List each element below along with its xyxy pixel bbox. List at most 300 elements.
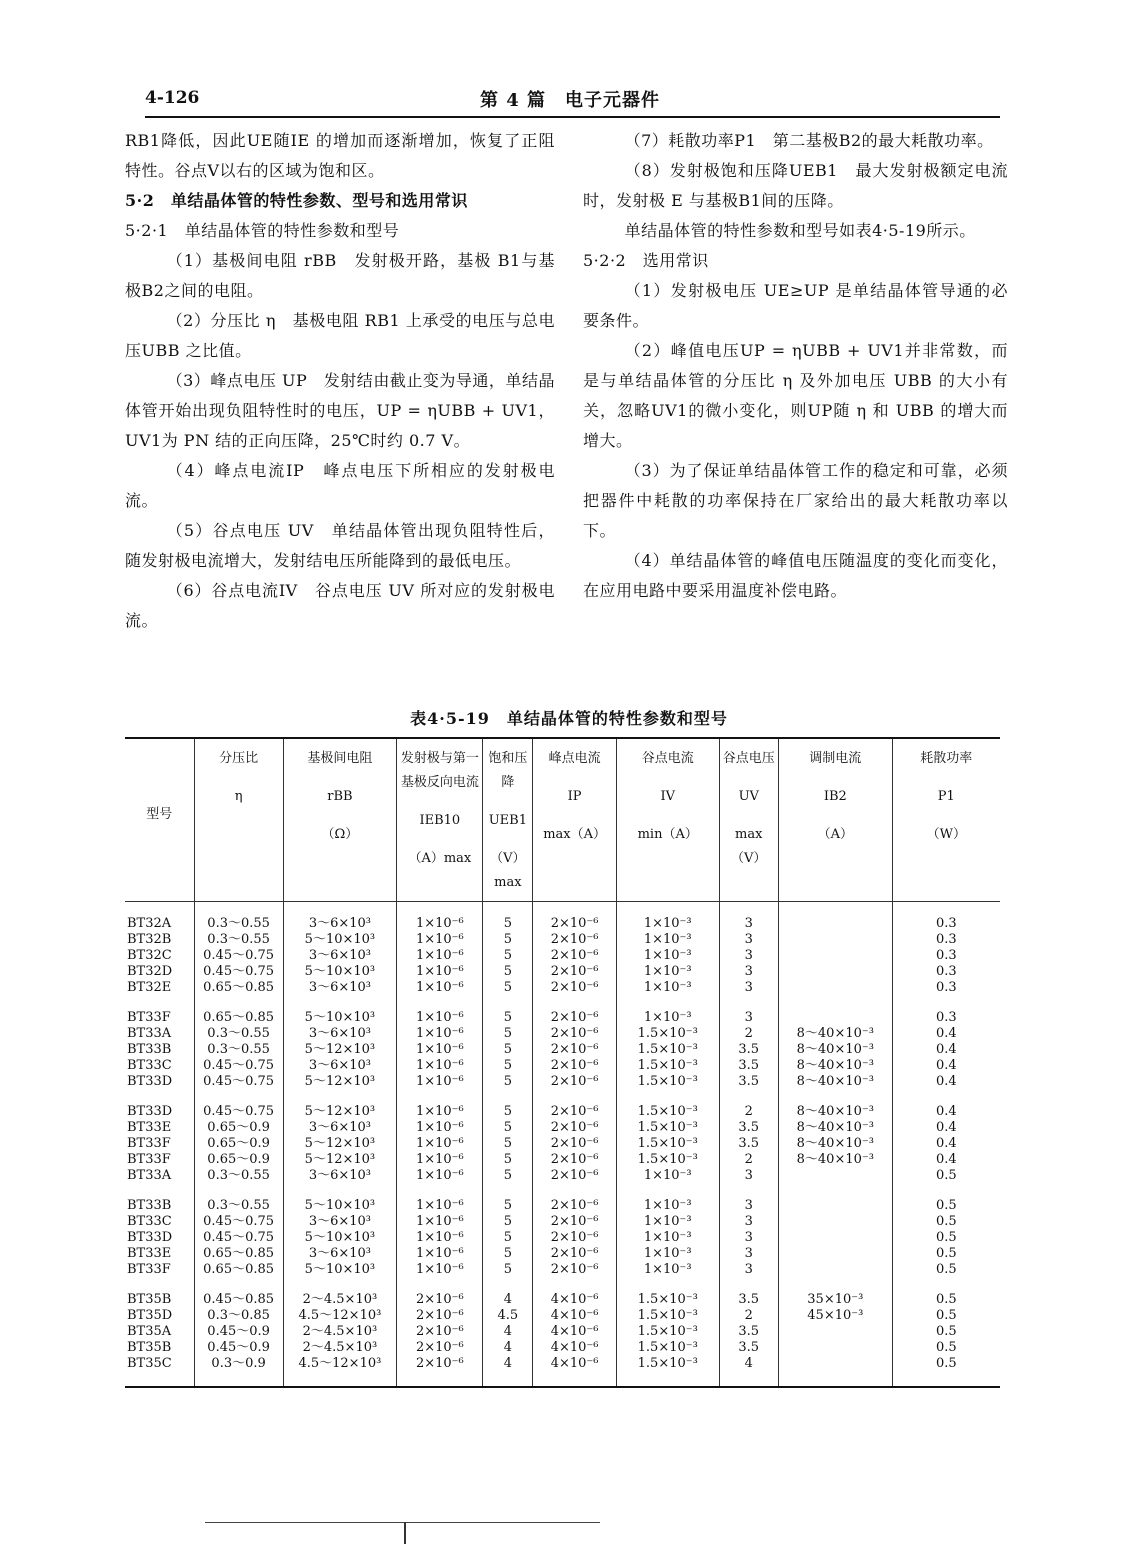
table-cell: 5～12×10³ (283, 1042, 397, 1058)
column-header-name: 谷点电压 (722, 751, 775, 766)
paragraph: （1）基极间电阻 rBB 发射极开路，基极 B1与基极B2之间的电阻。 (125, 251, 555, 300)
table-cell: 0.3～0.55 (194, 932, 283, 948)
column-header-unit: （V）max (490, 851, 526, 890)
paragraph: （3）为了保证单结晶体管工作的稳定和可靠，必须把器件中耗散的功率保持在厂家给出的最大耗散功率以下。 (583, 461, 1008, 540)
table-cell: 0.4 (892, 1120, 1000, 1136)
table-cell: 4×10⁻⁶ (533, 1324, 617, 1340)
table-cell: 0.3～0.9 (194, 1356, 283, 1372)
table-cell: 0.5 (892, 1356, 1000, 1372)
table-cell: 5～10×10³ (283, 1010, 397, 1026)
table-cell: 0.5 (892, 1292, 1000, 1308)
table-cell: 0.65～0.85 (194, 980, 283, 996)
paragraph: （6）谷点电流IV 谷点电压 UV 所对应的发射极电流。 (125, 581, 555, 630)
table-cell: 5 (483, 1198, 533, 1214)
table-cell: 2×10⁻⁶ (533, 1026, 617, 1042)
table-cell: 3 (719, 948, 779, 964)
table-cell: 8～40×10⁻³ (779, 1026, 893, 1042)
paragraph: （7）耗散功率P1 第二基极B2的最大耗散功率。 (624, 131, 994, 150)
column-header (892, 738, 1000, 902)
table-cell: 8～40×10⁻³ (779, 1136, 893, 1152)
column-header (719, 738, 779, 902)
table-cell: 1×10⁻³ (616, 948, 719, 964)
column-header-unit: （W） (926, 827, 966, 842)
table-cell: 0.4 (892, 1042, 1000, 1058)
table-cell: 2 (719, 1104, 779, 1120)
group-spacer (125, 902, 1000, 917)
group-spacer (125, 1372, 1000, 1387)
table-cell: 3.5 (719, 1058, 779, 1074)
table-cell: 2×10⁻⁶ (533, 1136, 617, 1152)
table-cell: 5 (483, 1168, 533, 1184)
table-cell: 0.3～0.55 (194, 1026, 283, 1042)
table-cell: BT35D (127, 1308, 173, 1323)
paragraph: （8）发射极饱和压降UEB1 最大发射极额定电流时，发射极 E 与基极B1间的压降。 (583, 161, 1008, 210)
table-cell: 4×10⁻⁶ (533, 1308, 617, 1324)
table-cell: BT33F (127, 1010, 171, 1025)
table-cell: 0.4 (892, 1104, 1000, 1120)
table-cell: 1×10⁻³ (616, 1198, 719, 1214)
column-header-symbol: P1 (937, 789, 955, 804)
table-cell: 1×10⁻⁶ (397, 1042, 483, 1058)
table-row (125, 1168, 1000, 1184)
table-row (125, 964, 1000, 980)
table-cell: 4.5 (483, 1308, 533, 1324)
right-column (583, 126, 1008, 606)
table-row (125, 1292, 1000, 1308)
table-cell: 3 (719, 1246, 779, 1262)
table-cell: 1×10⁻⁶ (397, 916, 483, 932)
column-header-name: 基极间电阻 (307, 751, 373, 766)
column-header-name: 饱和压降 (488, 751, 528, 790)
table-cell: 5 (483, 1104, 533, 1120)
table-cell: BT32A (127, 916, 172, 931)
table-cell: 0.45～0.75 (194, 948, 283, 964)
table-cell: 1.5×10⁻³ (616, 1042, 719, 1058)
paragraph: （2）分压比 η 基极电阻 RB1 上承受的电压与总电压UBB 之比值。 (125, 311, 555, 360)
table-cell: 3～6×10³ (283, 948, 397, 964)
table-cell: 5 (483, 1058, 533, 1074)
table-cell: 5～10×10³ (283, 964, 397, 980)
table-cell: 5～10×10³ (283, 1230, 397, 1246)
table-cell: 0.65～0.9 (194, 1136, 283, 1152)
table-cell: 1×10⁻³ (616, 1168, 719, 1184)
table-cell: 3.5 (719, 1120, 779, 1136)
table-cell: 2×10⁻⁶ (533, 980, 617, 996)
table-cell: 2×10⁻⁶ (533, 1168, 617, 1184)
table-cell: 3～6×10³ (283, 916, 397, 932)
bottom-tick (404, 1522, 406, 1544)
table-cell: 1.5×10⁻³ (616, 1074, 719, 1090)
table-cell: 8～40×10⁻³ (779, 1058, 893, 1074)
table-cell: 0.45～0.75 (194, 1104, 283, 1120)
paragraph: （3）峰点电压 UP 发射结由截止变为导通，单结晶体管开始出现负阻特性时的电压，UP = ηUBB + UV1，UV1为 PN 结的正向压降，25℃时约 0.7 V。 (125, 371, 555, 450)
table-cell: 0.5 (892, 1246, 1000, 1262)
table-cell: 4×10⁻⁶ (533, 1292, 617, 1308)
table-cell: 1.5×10⁻³ (616, 1308, 719, 1324)
table-cell: 2×10⁻⁶ (533, 1230, 617, 1246)
table-cell (779, 1198, 893, 1214)
table-cell (779, 1324, 893, 1340)
column-header-symbol: rBB (327, 789, 353, 804)
paragraph: 5·2·2 选用常识 (583, 251, 709, 270)
column-header-name: 分压比 (219, 751, 259, 766)
left-column (125, 126, 555, 636)
paragraph: （2）峰值电压UP = ηUBB + UV1并非常数，而是与单结晶体管的分压比 η 及外加电压 UBB 的大小有关，忽略UV1的微小变化，则UP随 η 和 UBB 的增大而增大。 (583, 341, 1008, 450)
table-cell: 2×10⁻⁶ (533, 1152, 617, 1168)
table-row (125, 916, 1000, 932)
table-cell: 5～12×10³ (283, 1074, 397, 1090)
table-cell: 5～10×10³ (283, 1262, 397, 1278)
table-cell: 3.5 (719, 1292, 779, 1308)
table-cell: 0.65～0.9 (194, 1120, 283, 1136)
table-cell: 4×10⁻⁶ (533, 1340, 617, 1356)
table-cell: 5～12×10³ (283, 1104, 397, 1120)
table-cell: 2～4.5×10³ (283, 1340, 397, 1356)
table-cell (779, 948, 893, 964)
column-header-name: 峰点电流 (548, 751, 601, 766)
table-cell: 2×10⁻⁶ (397, 1324, 483, 1340)
table-cell: 1×10⁻³ (616, 1262, 719, 1278)
table-cell: 1×10⁻⁶ (397, 1262, 483, 1278)
table-cell: 2×10⁻⁶ (533, 1104, 617, 1120)
table-cell: 5 (483, 1214, 533, 1230)
table-cell: 2×10⁻⁶ (397, 1340, 483, 1356)
column-header-symbol: UV (738, 789, 759, 804)
table-cell: 0.5 (892, 1214, 1000, 1230)
table-cell: 0.5 (892, 1262, 1000, 1278)
table-cell: 0.5 (892, 1230, 1000, 1246)
table-body (125, 902, 1000, 1388)
table-cell: 0.4 (892, 1058, 1000, 1074)
table-cell (779, 1340, 893, 1356)
column-header-unit: max（A） (543, 827, 607, 842)
table-cell: 5 (483, 1152, 533, 1168)
column-header-symbol: IV (660, 789, 675, 804)
table-cell: 1.5×10⁻³ (616, 1058, 719, 1074)
table-cell: BT33C (127, 1214, 172, 1229)
table-cell: 0.45～0.75 (194, 1058, 283, 1074)
table-cell: 1×10⁻³ (616, 1230, 719, 1246)
table-cell: 0.4 (892, 1074, 1000, 1090)
table-cell (779, 1230, 893, 1246)
table-cell: 0.45～0.75 (194, 964, 283, 980)
table-cell: 1×10⁻⁶ (397, 1136, 483, 1152)
table-cell: BT35C (127, 1356, 172, 1371)
table-row (125, 1042, 1000, 1058)
table-cell: 2×10⁻⁶ (533, 932, 617, 948)
table-cell: BT32C (127, 948, 172, 963)
table-cell: BT32D (127, 964, 173, 979)
table-cell: 2～4.5×10³ (283, 1324, 397, 1340)
table-cell: 0.3～0.55 (194, 1042, 283, 1058)
table-row (125, 1152, 1000, 1168)
table-cell: BT33B (127, 1042, 172, 1057)
column-header-name: 谷点电流 (641, 751, 694, 766)
table-cell: 4.5～12×10³ (283, 1308, 397, 1324)
table-cell: 1×10⁻⁶ (397, 932, 483, 948)
table-cell: 3～6×10³ (283, 1246, 397, 1262)
paragraph: （4）峰点电流IP 峰点电压下所相应的发射极电流。 (125, 461, 555, 510)
paragraph: （5）谷点电压 UV 单结晶体管出现负阻特性后，随发射极电流增大，发射结电压所能降到的最低电压。 (125, 521, 555, 570)
table-cell: 2×10⁻⁶ (533, 948, 617, 964)
table-cell: 1×10⁻⁶ (397, 1198, 483, 1214)
table-row (125, 1198, 1000, 1214)
column-header-unit: （Ω） (321, 827, 359, 842)
table-cell (779, 980, 893, 996)
column-header-symbol: η (234, 789, 243, 804)
table-cell: 5 (483, 916, 533, 932)
table-cell: 5～10×10³ (283, 1198, 397, 1214)
column-header (125, 738, 194, 902)
column-header-name: 发射极与第一基极反向电流 (400, 751, 479, 790)
table-cell: 1.5×10⁻³ (616, 1136, 719, 1152)
table-cell: 1×10⁻⁶ (397, 1010, 483, 1026)
table-row (125, 1058, 1000, 1074)
table-cell: 4 (483, 1292, 533, 1308)
table-cell: 0.3 (892, 948, 1000, 964)
table-cell: 2×10⁻⁶ (533, 1246, 617, 1262)
spec-table (125, 737, 1000, 1388)
table-cell: BT33F (127, 1262, 171, 1277)
table-cell: BT33D (127, 1104, 173, 1119)
table-row (125, 1308, 1000, 1324)
table-cell: 2×10⁻⁶ (533, 916, 617, 932)
table-cell: BT33A (127, 1026, 172, 1041)
table-cell: 0.5 (892, 1168, 1000, 1184)
column-header-name: 型号 (146, 807, 173, 822)
table-cell: 1×10⁻³ (616, 932, 719, 948)
table-cell: 5 (483, 1230, 533, 1246)
group-spacer (125, 1278, 1000, 1292)
page-header (145, 86, 1000, 118)
table-cell: 1×10⁻⁶ (397, 1214, 483, 1230)
table-cell: 1×10⁻⁶ (397, 1246, 483, 1262)
table-cell: 2×10⁻⁶ (397, 1356, 483, 1372)
page-number: 4-126 (145, 88, 200, 108)
paragraph: RB1降低，因此UE随IE 的增加而逐渐增加，恢复了正阻特性。谷点V以右的区域为饱和区。 (125, 131, 555, 180)
table-cell: 3 (719, 1168, 779, 1184)
table-cell: 3.5 (719, 1324, 779, 1340)
table-cell: 0.65～0.9 (194, 1152, 283, 1168)
table-cell: 0.3～0.55 (194, 1198, 283, 1214)
table-cell: 4 (483, 1356, 533, 1372)
table-cell: 1×10⁻⁶ (397, 1168, 483, 1184)
column-header-name: 耗散功率 (920, 751, 973, 766)
table-cell: 0.45～0.75 (194, 1214, 283, 1230)
table-cell: 8～40×10⁻³ (779, 1104, 893, 1120)
table-row (125, 1026, 1000, 1042)
table-cell: 1×10⁻⁶ (397, 1152, 483, 1168)
table-cell: 1.5×10⁻³ (616, 1324, 719, 1340)
table-cell: 2×10⁻⁶ (533, 964, 617, 980)
table-cell: 0.3～0.55 (194, 1168, 283, 1184)
table-cell: 3.5 (719, 1136, 779, 1152)
table-cell: 1×10⁻⁶ (397, 1230, 483, 1246)
table-cell: 1×10⁻⁶ (397, 980, 483, 996)
table-cell: 5 (483, 980, 533, 996)
table-cell: 2×10⁻⁶ (397, 1308, 483, 1324)
table-cell: 3 (719, 1198, 779, 1214)
table-row (125, 1262, 1000, 1278)
column-header-unit: （A） (817, 827, 853, 842)
table-cell (779, 916, 893, 932)
table-cell: 1.5×10⁻³ (616, 1104, 719, 1120)
table-cell: 3.5 (719, 1074, 779, 1090)
table-cell: 5～12×10³ (283, 1152, 397, 1168)
table-row (125, 948, 1000, 964)
table-cell (779, 1010, 893, 1026)
table-cell: 8～40×10⁻³ (779, 1042, 893, 1058)
table-cell: BT33F (127, 1136, 171, 1151)
table-cell: 1×10⁻⁶ (397, 1120, 483, 1136)
table-cell: 1.5×10⁻³ (616, 1340, 719, 1356)
table-cell: 2 (719, 1152, 779, 1168)
table-cell: 1×10⁻⁶ (397, 948, 483, 964)
column-header-name: 调制电流 (809, 751, 862, 766)
table-cell: 2×10⁻⁶ (533, 1042, 617, 1058)
column-header (533, 738, 617, 902)
table-cell: 8～40×10⁻³ (779, 1152, 893, 1168)
table-cell: 35×10⁻³ (779, 1292, 893, 1308)
table-cell: 1×10⁻⁶ (397, 1104, 483, 1120)
table-row (125, 1324, 1000, 1340)
table-cell: 3～6×10³ (283, 1058, 397, 1074)
table-cell: 1×10⁻³ (616, 1214, 719, 1230)
table-cell: 3～6×10³ (283, 1026, 397, 1042)
table-row (125, 1136, 1000, 1152)
table-cell: BT35B (127, 1292, 172, 1307)
table-row (125, 1214, 1000, 1230)
column-header-unit: min（A） (637, 827, 698, 842)
column-header-symbol: UEB1 (488, 813, 527, 828)
table-cell: 1×10⁻³ (616, 1246, 719, 1262)
table-cell: 1.5×10⁻³ (616, 1026, 719, 1042)
table-header-row (125, 738, 1000, 902)
table-cell: 4×10⁻⁶ (533, 1356, 617, 1372)
table-cell: 5～10×10³ (283, 932, 397, 948)
table-cell (779, 1356, 893, 1372)
table-row (125, 1246, 1000, 1262)
table-row (125, 1074, 1000, 1090)
table-cell: BT33B (127, 1198, 172, 1213)
table-cell: 1×10⁻³ (616, 980, 719, 996)
table-cell: 5 (483, 1136, 533, 1152)
table-row (125, 980, 1000, 996)
table-cell: 1×10⁻⁶ (397, 1058, 483, 1074)
table-cell: 2 (719, 1026, 779, 1042)
table-cell: 5 (483, 932, 533, 948)
table-cell: 0.65～0.85 (194, 1246, 283, 1262)
table-cell: 5～12×10³ (283, 1136, 397, 1152)
table-cell: 3.5 (719, 1042, 779, 1058)
group-spacer (125, 1090, 1000, 1104)
table-cell: 3 (719, 964, 779, 980)
table-cell: 1.5×10⁻³ (616, 1356, 719, 1372)
column-header-symbol: IB2 (823, 789, 847, 804)
table-cell: 1×10⁻³ (616, 1010, 719, 1026)
table-cell: BT33E (127, 1246, 172, 1261)
table-cell: 0.3 (892, 1010, 1000, 1026)
table-cell: 0.4 (892, 1152, 1000, 1168)
table-cell: 0.45～0.85 (194, 1292, 283, 1308)
table-cell: 3～6×10³ (283, 980, 397, 996)
table-cell (779, 1168, 893, 1184)
table-cell: 3 (719, 916, 779, 932)
table-cell: 3 (719, 1214, 779, 1230)
column-header-symbol: IP (567, 789, 582, 804)
table-cell: 1×10⁻³ (616, 916, 719, 932)
table-cell (779, 932, 893, 948)
column-header (194, 738, 283, 902)
column-header-unit: max（V） (731, 827, 767, 866)
column-header (283, 738, 397, 902)
column-header (616, 738, 719, 902)
table-cell: 1×10⁻³ (616, 964, 719, 980)
table-cell: 2×10⁻⁶ (533, 1074, 617, 1090)
table-cell: 5 (483, 1010, 533, 1026)
table-cell: 3 (719, 932, 779, 948)
table-cell: 0.45～0.9 (194, 1340, 283, 1356)
paragraph: 5·2 单结晶体管的特性参数、型号和选用常识 (125, 191, 468, 210)
table-cell: 3～6×10³ (283, 1120, 397, 1136)
table-cell: BT32E (127, 980, 172, 995)
table-cell: 0.3～0.55 (194, 916, 283, 932)
table-row (125, 1010, 1000, 1026)
table-cell: 2×10⁻⁶ (397, 1292, 483, 1308)
table-cell: BT33F (127, 1152, 171, 1167)
table-row (125, 1340, 1000, 1356)
table-cell: 45×10⁻³ (779, 1308, 893, 1324)
table-cell: BT35A (127, 1324, 172, 1339)
table-cell: 0.3 (892, 980, 1000, 996)
table-cell: BT35B (127, 1340, 172, 1355)
table-cell: 2×10⁻⁶ (533, 1262, 617, 1278)
table-cell: 0.5 (892, 1340, 1000, 1356)
table-cell: 0.65～0.85 (194, 1262, 283, 1278)
table-cell: 4 (719, 1356, 779, 1372)
paragraph: （4）单结晶体管的峰值电压随温度的变化而变化，在应用电路中要采用温度补偿电路。 (583, 551, 1008, 600)
table-cell: 8～40×10⁻³ (779, 1074, 893, 1090)
table-cell: BT33C (127, 1058, 172, 1073)
table-cell: 5 (483, 948, 533, 964)
table-cell: 0.4 (892, 1026, 1000, 1042)
table-cell: 5 (483, 1026, 533, 1042)
column-header (483, 738, 533, 902)
table-cell: 5 (483, 964, 533, 980)
table-cell: 0.3 (892, 916, 1000, 932)
table-cell (779, 1246, 893, 1262)
table-cell: 0.5 (892, 1324, 1000, 1340)
table-cell: 2～4.5×10³ (283, 1292, 397, 1308)
table-cell: 5 (483, 1246, 533, 1262)
table-cell: 5 (483, 1262, 533, 1278)
table-cell: 1.5×10⁻³ (616, 1120, 719, 1136)
table-cell: 3～6×10³ (283, 1168, 397, 1184)
table-cell: 0.3 (892, 964, 1000, 980)
table-cell: 2×10⁻⁶ (533, 1010, 617, 1026)
table-cell: 4 (483, 1324, 533, 1340)
table-cell: 2×10⁻⁶ (533, 1120, 617, 1136)
column-header (779, 738, 893, 902)
table-row (125, 1104, 1000, 1120)
table-cell: 1.5×10⁻³ (616, 1152, 719, 1168)
column-header (397, 738, 483, 902)
table-cell: 2×10⁻⁶ (533, 1214, 617, 1230)
table-cell: 3 (719, 1262, 779, 1278)
table-title: 表4·5-19 单结晶体管的特性参数和型号 (410, 709, 728, 728)
table-cell: BT32B (127, 932, 172, 947)
table-cell: BT33D (127, 1230, 173, 1245)
